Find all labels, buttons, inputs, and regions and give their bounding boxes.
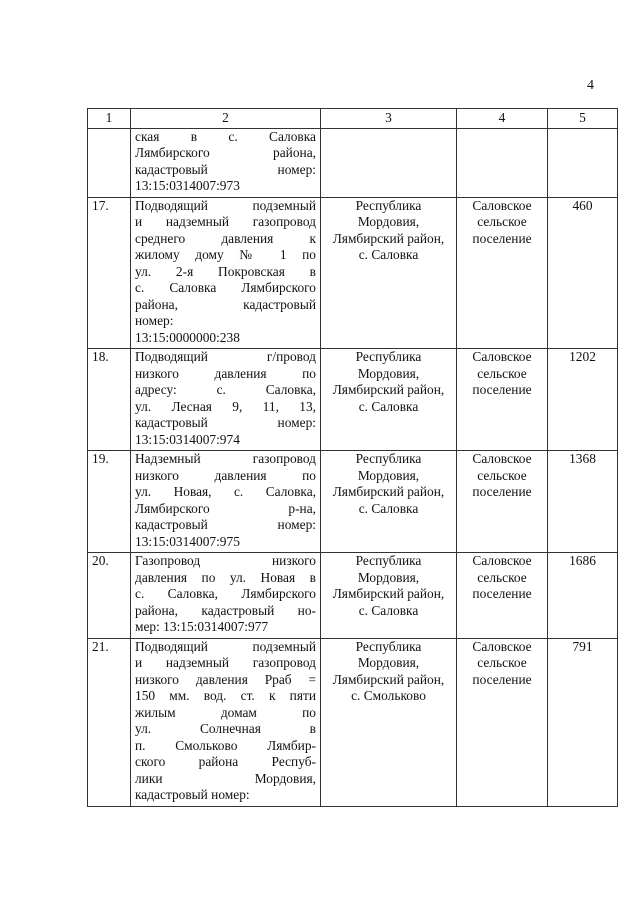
- settlement: [457, 349, 548, 451]
- settlement-line: поселение: [472, 382, 532, 397]
- settlement-line: поселение: [472, 230, 532, 246]
- location-line: Мордовия,: [357, 467, 420, 483]
- settlement-line: Саловское: [472, 197, 532, 213]
- table-row: [88, 197, 618, 349]
- settlement-line: поселение: [472, 586, 532, 601]
- description-line: и надземный газопровод: [135, 214, 316, 229]
- description-line: района, кадастровый: [135, 296, 316, 312]
- object-description: [131, 349, 321, 451]
- description-line: адресу: с. Саловка,: [135, 382, 316, 397]
- description-line: ского района Респуб-: [135, 754, 316, 769]
- column-header: 5: [548, 109, 618, 129]
- description-line: и надземный газопровод: [135, 655, 316, 670]
- table-row: [88, 128, 618, 197]
- description-line: жилым домам по: [135, 704, 316, 720]
- description-line: Подводящий г/провод: [135, 349, 316, 364]
- settlement: [457, 451, 548, 553]
- object-location: [321, 553, 457, 639]
- column-header: 3: [321, 109, 457, 129]
- location-line: Республика: [355, 638, 422, 654]
- description-line: Лямбирского района,: [135, 145, 316, 160]
- settlement-line: сельское: [477, 365, 527, 381]
- description-line: 13:15:0000000:238: [135, 329, 240, 345]
- description-line: ул. 2-я Покровская в: [135, 263, 316, 279]
- pipeline-length: 1686: [548, 553, 618, 639]
- table-header-row: [88, 109, 618, 129]
- description-line: жилому дому № 1 по: [135, 247, 316, 262]
- pipeline-length: 1202: [548, 349, 618, 451]
- settlement-line: поселение: [472, 671, 532, 687]
- settlement-line: сельское: [477, 467, 527, 483]
- settlement-line: Саловское: [472, 638, 532, 654]
- description-line: кадастровый номер:: [135, 415, 316, 430]
- location-line: Республика: [355, 451, 422, 466]
- row-number: 19.: [88, 451, 131, 553]
- location-line: Лямбирский район,: [332, 382, 445, 397]
- description-line: лики Мордовия,: [135, 770, 316, 786]
- object-description: [131, 553, 321, 639]
- table-row: [88, 553, 618, 639]
- description-line: 150 мм. вод. ст. к пяти: [135, 688, 316, 703]
- description-line: района, кадастровый но-: [135, 602, 316, 618]
- object-location: [321, 128, 457, 197]
- row-number: 21.: [88, 638, 131, 806]
- location-line: Мордовия,: [357, 655, 420, 670]
- object-location: [321, 638, 457, 806]
- page-number: 4: [587, 78, 594, 93]
- column-header: 4: [457, 109, 548, 129]
- object-location: [321, 451, 457, 553]
- row-number: 17.: [88, 197, 131, 349]
- table-row: [88, 349, 618, 451]
- location-line: Республика: [355, 349, 422, 364]
- settlement: [457, 197, 548, 349]
- object-location: [321, 197, 457, 349]
- settlement: [457, 553, 548, 639]
- location-line: Мордовия,: [357, 214, 420, 229]
- settlement-line: Саловское: [472, 349, 532, 364]
- location-line: Лямбирский район,: [332, 586, 445, 601]
- description-line: ул. Новая, с. Саловка,: [135, 484, 316, 499]
- location-line: с. Смольково: [351, 688, 426, 703]
- description-line: 13:15:0314007:973: [135, 178, 240, 193]
- description-line: Подводящий подземный: [135, 638, 316, 654]
- location-line: Республика: [355, 553, 422, 568]
- description-line: низкого давления Рраб =: [135, 671, 316, 687]
- table-row: [88, 638, 618, 806]
- location-line: Лямбирский район,: [332, 230, 445, 246]
- settlement-line: сельское: [477, 569, 527, 585]
- description-line: с. Саловка, Лямбирского: [135, 586, 316, 601]
- settlement-line: сельское: [477, 214, 527, 229]
- description-line: ул. Лесная 9, 11, 13,: [135, 398, 316, 414]
- object-description: [131, 128, 321, 197]
- description-line: 13:15:0314007:975: [135, 533, 240, 549]
- location-line: Лямбирский район,: [332, 671, 445, 687]
- gas-pipeline-registry-table: [87, 108, 618, 807]
- description-line: 13:15:0314007:974: [135, 431, 240, 447]
- row-number: [88, 128, 131, 197]
- location-line: с. Саловка: [358, 247, 419, 262]
- row-number: 20.: [88, 553, 131, 639]
- pipeline-length: [548, 128, 618, 197]
- description-line: низкого давления по: [135, 467, 316, 483]
- row-number: 18.: [88, 349, 131, 451]
- object-description: [131, 197, 321, 349]
- location-line: с. Саловка: [358, 500, 419, 516]
- settlement: [457, 128, 548, 197]
- settlement-line: сельское: [477, 655, 527, 670]
- object-description: [131, 638, 321, 806]
- description-line: Лямбирского р-на,: [135, 500, 316, 516]
- location-line: Мордовия,: [357, 569, 420, 585]
- object-location: [321, 349, 457, 451]
- location-line: с. Саловка: [358, 398, 419, 414]
- pipeline-length: 460: [548, 197, 618, 349]
- description-line: ская в с. Саловка: [135, 128, 316, 144]
- description-line: с. Саловка Лямбирского: [135, 280, 316, 295]
- description-line: давления по ул. Новая в: [135, 569, 316, 585]
- settlement-line: поселение: [472, 484, 532, 499]
- settlement-line: Саловское: [472, 553, 532, 568]
- description-line: кадастровый номер:: [135, 787, 250, 802]
- description-line: мер: 13:15:0314007:977: [135, 619, 269, 634]
- description-line: п. Смольково Лямбир-: [135, 737, 316, 753]
- location-line: Мордовия,: [357, 365, 420, 381]
- description-line: Подводящий подземный: [135, 197, 316, 213]
- pipeline-length: 791: [548, 638, 618, 806]
- object-description: [131, 451, 321, 553]
- description-line: кадастровый номер:: [135, 517, 316, 532]
- settlement: [457, 638, 548, 806]
- description-line: ул. Солнечная в: [135, 721, 316, 736]
- description-line: кадастровый номер:: [135, 161, 316, 177]
- table-row: [88, 451, 618, 553]
- pipeline-length: 1368: [548, 451, 618, 553]
- description-line: низкого давления по: [135, 365, 316, 381]
- description-line: Надземный газопровод: [135, 451, 316, 466]
- location-line: с. Саловка: [358, 602, 419, 618]
- column-header: 1: [88, 109, 131, 129]
- description-line: номер:: [135, 313, 174, 328]
- description-line: среднего давления к: [135, 230, 316, 246]
- description-line: Газопровод низкого: [135, 553, 316, 568]
- column-header: 2: [131, 109, 321, 129]
- settlement-line: Саловское: [472, 451, 532, 466]
- location-line: Лямбирский район,: [332, 484, 445, 499]
- location-line: Республика: [355, 197, 422, 213]
